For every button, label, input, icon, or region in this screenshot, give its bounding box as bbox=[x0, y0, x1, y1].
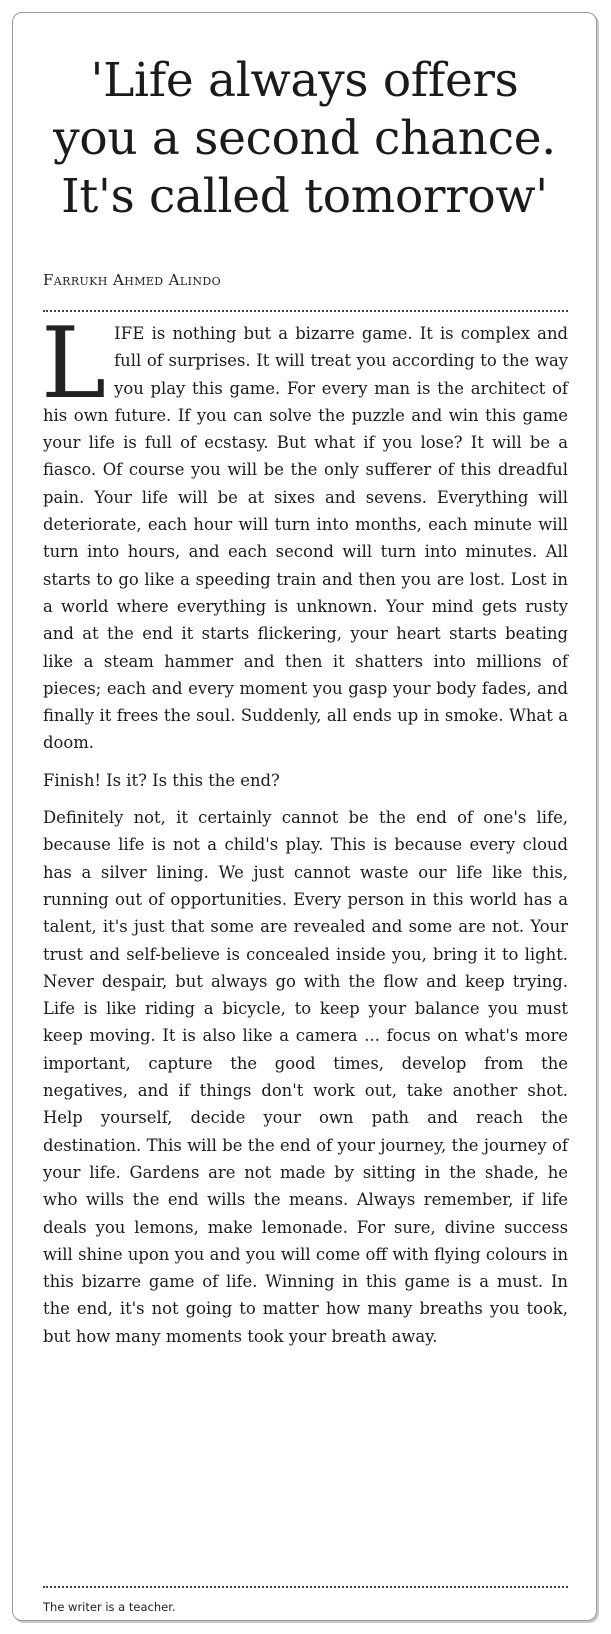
paragraph-3: Definitely not, it certainly cannot be the end of one's life, because life is not a child's play. This is because every cloud has a silver lining. We just cannot waste our life like this, running out of opportunities. Every person in this world has a talent, it's just that some are revealed and some are not. Your trust and self-believe is concealed inside you, bring it to light. Never despair, but always go with the flow and keep trying. Life is like riding a bicycle, to keep your balance you must keep moving. It is also like a camera ... focus on what's more important, capture the good times, develop from the negatives, and if things don't work out, take another shot. Help yourself, decide your own path and reach the destination. This will be the end of your journey, the journey of your life. Gardens are not made by sitting in the shade, he who wills the end wills the means. Always remember, if life deals you lemons, make lemonade. For sure, divine success will shine upon you and you will come off with flying colours in this bizarre game of life. Winning in this game is a must. In the end, it's not going to matter how many breaths you took, but how many moments took your breath away. bbox=[43, 808, 568, 1346]
headline bbox=[30, 52, 579, 226]
paragraph-2: Finish! Is it? Is this the end? bbox=[43, 770, 280, 790]
author-byline: Farrukh Ahmed Alindo bbox=[43, 271, 222, 289]
paragraph-1-text: is nothing but a bizarre game. It is complex and full of surprises. It will treat you according to the way you play this game. For every man is the architect of his own future. If you can solve the puzzle and win this game your life is full of ecstasy. But what if you lose? It will be a fiasco. Of course you will be the only sufferer of this dreadful pain. Your life will be at sixes and sevens. Everything will deteriorate, each hour will turn into months, each minute will turn into hours, and each second will turn into minutes. All starts to go like a speeding train and then you are lost. Lost in a world where everything is unknown. Your mind gets rusty and at the end it starts flickering, your heart starts beating like a steam hammer and then it shatters into millions of pieces; each and every moment you gasp your body fades, and finally it frees the soul. Suddenly, all ends up in smoke. What a doom. bbox=[43, 324, 568, 753]
headline-line-3: It's called tomorrow' bbox=[61, 169, 548, 224]
writer-note: The writer is a teacher. bbox=[43, 1600, 176, 1614]
paragraph-1 bbox=[41, 307, 568, 757]
first-word-rest: IFE bbox=[114, 324, 145, 343]
drop-cap: L bbox=[41, 307, 107, 421]
headline-line-2: you a second chance. bbox=[53, 111, 556, 166]
article-body bbox=[41, 307, 568, 1360]
top-dotted-divider bbox=[43, 310, 568, 312]
bottom-dotted-divider bbox=[43, 1586, 568, 1588]
headline-line-1: 'Life always offers bbox=[90, 53, 519, 108]
